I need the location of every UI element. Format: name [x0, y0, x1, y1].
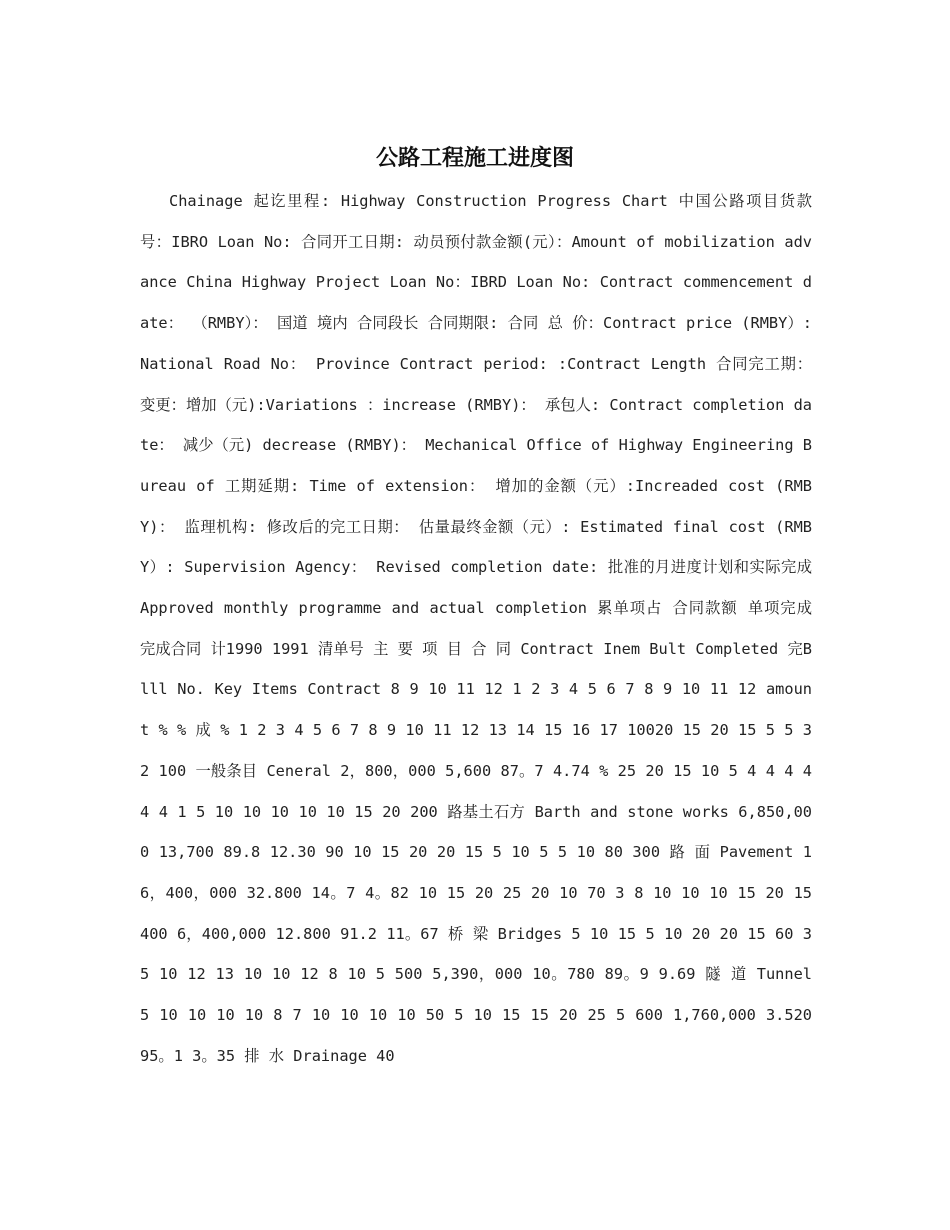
document-title: 公路工程施工进度图 — [375, 145, 574, 171]
document-body-text: Chainage 起讫里程: Highway Construction Progress Chart 中国公路项目货款号：IBRO Loan No: 合同开工日期: 动员预付款金额(元）：Amount of mobilization advance China Highway Project Loan No：IBRD Loan No: Contract commencement date： （RMBY）： 国道 境内 合同段长 合同期限: 合同 总 价：Contract price (RMBY）: National Road No： Province Contract period: :Contract Length 合同完工期： 变更：增加（元):Variations ：increase (RMBY)： 承包人: Contract completion date： 减少（元) decrease (RMBY)： Mechanical Office of Highway Engineering Bureau of 工期延期: Time of extension： 增加的金额（元）:Increaded cost (RMBY)： 监理机构: 修改后的完工日期： 估量最终金额（元）: Estimated final cost (RMBY）: Supervision Agency： Revised completion date: 批准的月进度计划和实际完成 Approved monthly programme and actual completion 累单项占 合同款额 单项完成 完成合同 计1990 1991 清单号 主 要 项 目 合 同 Contract Inem Bult Completed 完Blll No. Key Items Contract 8 9 10 11 12 1 2 3 4 5 6 7 8 9 10 11 12 amount % % 成 % 1 2 3 4 5 6 7 8 9 10 11 12 13 14 15 16 17 10020 15 20 15 5 5 3 2 100 一般条目 Ceneral 2，800，000 5,600 87。7 4.74 % 25 20 15 10 5 4 4 4 4 4 4 1 5 10 10 10 10 10 15 20 200 路基土石方 Barth and stone works 6,850,000 13,700 89.8 12.30 90 10 15 20 20 15 5 10 5 5 10 80 300 路 面 Pavement 16，400，000 32.800 14。7 4。82 10 15 20 25 20 10 70 3 8 10 10 10 15 20 15 400 6，400,000 12.800 91.2 11。67 桥 梁 Bridges 5 10 15 5 10 20 20 15 60 3 5 10 12 13 10 10 12 8 10 5 500 5,390，000 10。780 89。9 9.69 隧 道 Tunnel 5 10 10 10 10 8 7 10 10 10 10 50 5 10 15 15 20 25 5 600 1,760,000 3.520 95。1 3。35 排 水 Drainage 40 — [140, 192, 812, 1065]
